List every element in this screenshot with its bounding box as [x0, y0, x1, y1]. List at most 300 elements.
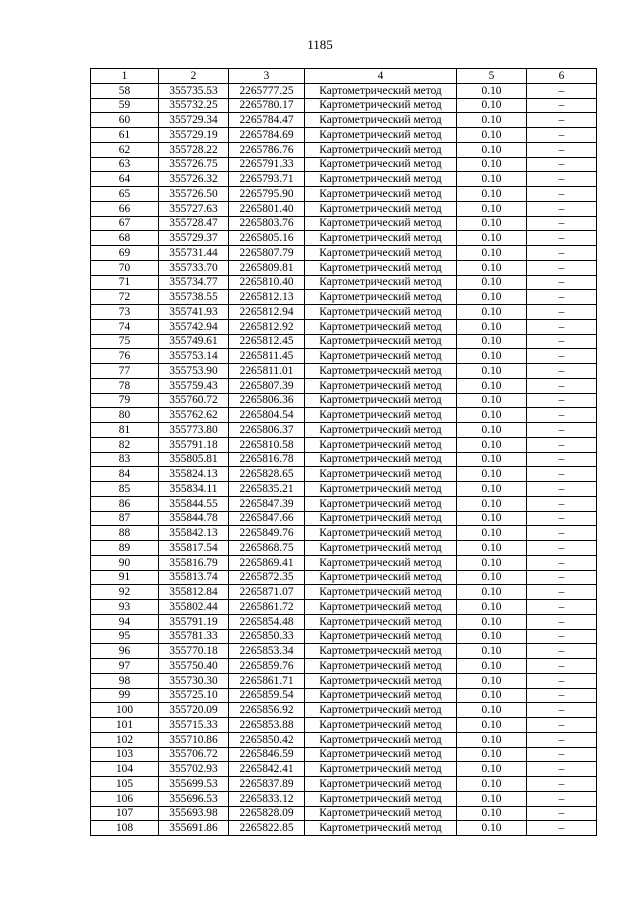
accuracy-cell: 0.10: [457, 526, 527, 541]
y-coordinate-cell: 2265811.45: [229, 349, 305, 364]
note-cell: –: [527, 644, 597, 659]
method-cell: Картометрический метод: [305, 275, 457, 290]
x-coordinate-cell: 355802.44: [159, 600, 229, 615]
note-cell: –: [527, 511, 597, 526]
x-coordinate-cell: 355693.98: [159, 806, 229, 821]
method-cell: Картометрический метод: [305, 747, 457, 762]
y-coordinate-cell: 2265801.40: [229, 201, 305, 216]
point-number-cell: 74: [91, 319, 159, 334]
point-number-cell: 104: [91, 762, 159, 777]
point-number-cell: 70: [91, 260, 159, 275]
header-cell: 4: [305, 69, 457, 84]
table-row: [91, 260, 597, 275]
accuracy-cell: 0.10: [457, 378, 527, 393]
x-coordinate-cell: 355738.55: [159, 290, 229, 305]
table-row: [91, 806, 597, 821]
point-number-cell: 65: [91, 187, 159, 202]
accuracy-cell: 0.10: [457, 201, 527, 216]
note-cell: –: [527, 246, 597, 261]
point-number-cell: 79: [91, 393, 159, 408]
accuracy-cell: 0.10: [457, 629, 527, 644]
note-cell: –: [527, 585, 597, 600]
point-number-cell: 72: [91, 290, 159, 305]
note-cell: –: [527, 673, 597, 688]
y-coordinate-cell: 2265780.17: [229, 98, 305, 113]
point-number-cell: 108: [91, 821, 159, 836]
y-coordinate-cell: 2265807.39: [229, 378, 305, 393]
y-coordinate-cell: 2265859.76: [229, 659, 305, 674]
table-row: [91, 747, 597, 762]
accuracy-cell: 0.10: [457, 659, 527, 674]
accuracy-cell: 0.10: [457, 821, 527, 836]
point-number-cell: 64: [91, 172, 159, 187]
x-coordinate-cell: 355706.72: [159, 747, 229, 762]
method-cell: Картометрический метод: [305, 496, 457, 511]
page-number: 1185: [307, 37, 333, 52]
method-cell: Картометрический метод: [305, 260, 457, 275]
point-number-cell: 100: [91, 703, 159, 718]
method-cell: Картометрический метод: [305, 452, 457, 467]
note-cell: –: [527, 334, 597, 349]
method-cell: Картометрический метод: [305, 673, 457, 688]
point-number-cell: 80: [91, 408, 159, 423]
table-row: [91, 644, 597, 659]
note-cell: –: [527, 732, 597, 747]
accuracy-cell: 0.10: [457, 334, 527, 349]
header-cell: 2: [159, 69, 229, 84]
y-coordinate-cell: 2265812.94: [229, 305, 305, 320]
x-coordinate-cell: 355817.54: [159, 541, 229, 556]
y-coordinate-cell: 2265784.69: [229, 128, 305, 143]
method-cell: Картометрический метод: [305, 142, 457, 157]
x-coordinate-cell: 355812.84: [159, 585, 229, 600]
note-cell: –: [527, 216, 597, 231]
table-row: [91, 732, 597, 747]
table-row: [91, 673, 597, 688]
point-number-cell: 87: [91, 511, 159, 526]
x-coordinate-cell: 355734.77: [159, 275, 229, 290]
x-coordinate-cell: 355844.78: [159, 511, 229, 526]
note-cell: –: [527, 629, 597, 644]
y-coordinate-cell: 2265853.34: [229, 644, 305, 659]
table-header: [91, 69, 597, 84]
point-number-cell: 63: [91, 157, 159, 172]
method-cell: Картометрический метод: [305, 541, 457, 556]
y-coordinate-cell: 2265812.13: [229, 290, 305, 305]
point-number-cell: 85: [91, 482, 159, 497]
header-cell: 6: [527, 69, 597, 84]
accuracy-cell: 0.10: [457, 157, 527, 172]
x-coordinate-cell: 355753.90: [159, 364, 229, 379]
point-number-cell: 61: [91, 128, 159, 143]
point-number-cell: 90: [91, 555, 159, 570]
method-cell: Картометрический метод: [305, 718, 457, 733]
point-number-cell: 96: [91, 644, 159, 659]
point-number-cell: 59: [91, 98, 159, 113]
point-number-cell: 88: [91, 526, 159, 541]
y-coordinate-cell: 2265828.09: [229, 806, 305, 821]
point-number-cell: 98: [91, 673, 159, 688]
method-cell: Картометрический метод: [305, 216, 457, 231]
note-cell: –: [527, 423, 597, 438]
note-cell: –: [527, 570, 597, 585]
note-cell: –: [527, 172, 597, 187]
accuracy-cell: 0.10: [457, 187, 527, 202]
method-cell: Картометрический метод: [305, 408, 457, 423]
accuracy-cell: 0.10: [457, 777, 527, 792]
point-number-cell: 73: [91, 305, 159, 320]
table-row: [91, 585, 597, 600]
header-cell: 5: [457, 69, 527, 84]
accuracy-cell: 0.10: [457, 791, 527, 806]
point-number-cell: 105: [91, 777, 159, 792]
note-cell: –: [527, 378, 597, 393]
x-coordinate-cell: 355699.53: [159, 777, 229, 792]
table-row: [91, 614, 597, 629]
y-coordinate-cell: 2265847.66: [229, 511, 305, 526]
x-coordinate-cell: 355834.11: [159, 482, 229, 497]
x-coordinate-cell: 355729.37: [159, 231, 229, 246]
y-coordinate-cell: 2265812.45: [229, 334, 305, 349]
note-cell: –: [527, 821, 597, 836]
accuracy-cell: 0.10: [457, 703, 527, 718]
y-coordinate-cell: 2265806.37: [229, 423, 305, 438]
note-cell: –: [527, 83, 597, 98]
note-cell: –: [527, 791, 597, 806]
point-number-cell: 67: [91, 216, 159, 231]
table-row: [91, 659, 597, 674]
accuracy-cell: 0.10: [457, 585, 527, 600]
header-row: [91, 69, 597, 84]
y-coordinate-cell: 2265871.07: [229, 585, 305, 600]
method-cell: Картометрический метод: [305, 231, 457, 246]
x-coordinate-cell: 355726.32: [159, 172, 229, 187]
note-cell: –: [527, 614, 597, 629]
note-cell: –: [527, 364, 597, 379]
accuracy-cell: 0.10: [457, 644, 527, 659]
note-cell: –: [527, 128, 597, 143]
method-cell: Картометрический метод: [305, 319, 457, 334]
method-cell: Картометрический метод: [305, 600, 457, 615]
method-cell: Картометрический метод: [305, 349, 457, 364]
y-coordinate-cell: 2265805.16: [229, 231, 305, 246]
y-coordinate-cell: 2265784.47: [229, 113, 305, 128]
table-row: [91, 142, 597, 157]
accuracy-cell: 0.10: [457, 260, 527, 275]
x-coordinate-cell: 355728.22: [159, 142, 229, 157]
x-coordinate-cell: 355727.63: [159, 201, 229, 216]
note-cell: –: [527, 718, 597, 733]
table-row: [91, 688, 597, 703]
accuracy-cell: 0.10: [457, 732, 527, 747]
note-cell: –: [527, 541, 597, 556]
y-coordinate-cell: 2265856.92: [229, 703, 305, 718]
table-row: [91, 290, 597, 305]
point-number-cell: 82: [91, 437, 159, 452]
note-cell: –: [527, 437, 597, 452]
x-coordinate-cell: 355735.53: [159, 83, 229, 98]
note-cell: –: [527, 600, 597, 615]
header-cell: 3: [229, 69, 305, 84]
method-cell: Картометрический метод: [305, 482, 457, 497]
x-coordinate-cell: 355731.44: [159, 246, 229, 261]
y-coordinate-cell: 2265810.58: [229, 437, 305, 452]
table-row: [91, 364, 597, 379]
x-coordinate-cell: 355696.53: [159, 791, 229, 806]
accuracy-cell: 0.10: [457, 393, 527, 408]
table-row: [91, 319, 597, 334]
point-number-cell: 97: [91, 659, 159, 674]
method-cell: Картометрический метод: [305, 305, 457, 320]
note-cell: –: [527, 659, 597, 674]
x-coordinate-cell: 355750.40: [159, 659, 229, 674]
accuracy-cell: 0.10: [457, 688, 527, 703]
note-cell: –: [527, 688, 597, 703]
y-coordinate-cell: 2265850.33: [229, 629, 305, 644]
method-cell: Картометрический метод: [305, 423, 457, 438]
point-number-cell: 66: [91, 201, 159, 216]
y-coordinate-cell: 2265847.39: [229, 496, 305, 511]
method-cell: Картометрический метод: [305, 157, 457, 172]
y-coordinate-cell: 2265791.33: [229, 157, 305, 172]
table-row: [91, 408, 597, 423]
note-cell: –: [527, 98, 597, 113]
point-number-cell: 78: [91, 378, 159, 393]
method-cell: Картометрический метод: [305, 732, 457, 747]
x-coordinate-cell: 355691.86: [159, 821, 229, 836]
accuracy-cell: 0.10: [457, 408, 527, 423]
accuracy-cell: 0.10: [457, 349, 527, 364]
table-row: [91, 496, 597, 511]
method-cell: Картометрический метод: [305, 334, 457, 349]
table-row: [91, 703, 597, 718]
method-cell: Картометрический метод: [305, 806, 457, 821]
point-number-cell: 76: [91, 349, 159, 364]
y-coordinate-cell: 2265816.78: [229, 452, 305, 467]
y-coordinate-cell: 2265822.85: [229, 821, 305, 836]
table-row: [91, 437, 597, 452]
accuracy-cell: 0.10: [457, 83, 527, 98]
note-cell: –: [527, 157, 597, 172]
method-cell: Картометрический метод: [305, 629, 457, 644]
accuracy-cell: 0.10: [457, 290, 527, 305]
point-number-cell: 99: [91, 688, 159, 703]
method-cell: Картометрический метод: [305, 364, 457, 379]
x-coordinate-cell: 355702.93: [159, 762, 229, 777]
note-cell: –: [527, 482, 597, 497]
x-coordinate-cell: 355726.50: [159, 187, 229, 202]
table-row: [91, 231, 597, 246]
table-row: [91, 393, 597, 408]
x-coordinate-cell: 355729.19: [159, 128, 229, 143]
table-row: [91, 113, 597, 128]
y-coordinate-cell: 2265812.92: [229, 319, 305, 334]
x-coordinate-cell: 355816.79: [159, 555, 229, 570]
table-row: [91, 555, 597, 570]
table-row: [91, 128, 597, 143]
accuracy-cell: 0.10: [457, 246, 527, 261]
x-coordinate-cell: 355710.86: [159, 732, 229, 747]
note-cell: –: [527, 496, 597, 511]
method-cell: Картометрический метод: [305, 98, 457, 113]
point-number-cell: 95: [91, 629, 159, 644]
y-coordinate-cell: 2265786.76: [229, 142, 305, 157]
y-coordinate-cell: 2265861.71: [229, 673, 305, 688]
point-number-cell: 102: [91, 732, 159, 747]
point-number-cell: 75: [91, 334, 159, 349]
method-cell: Картометрический метод: [305, 777, 457, 792]
method-cell: Картометрический метод: [305, 172, 457, 187]
method-cell: Картометрический метод: [305, 437, 457, 452]
x-coordinate-cell: 355805.81: [159, 452, 229, 467]
note-cell: –: [527, 275, 597, 290]
point-number-cell: 92: [91, 585, 159, 600]
note-cell: –: [527, 408, 597, 423]
header-cell: 1: [91, 69, 159, 84]
accuracy-cell: 0.10: [457, 113, 527, 128]
accuracy-cell: 0.10: [457, 600, 527, 615]
method-cell: Картометрический метод: [305, 511, 457, 526]
x-coordinate-cell: 355813.74: [159, 570, 229, 585]
method-cell: Картометрический метод: [305, 570, 457, 585]
table-row: [91, 305, 597, 320]
y-coordinate-cell: 2265811.01: [229, 364, 305, 379]
accuracy-cell: 0.10: [457, 423, 527, 438]
y-coordinate-cell: 2265853.88: [229, 718, 305, 733]
x-coordinate-cell: 355762.62: [159, 408, 229, 423]
accuracy-cell: 0.10: [457, 482, 527, 497]
table-row: [91, 570, 597, 585]
table-row: [91, 157, 597, 172]
method-cell: Картометрический метод: [305, 246, 457, 261]
x-coordinate-cell: 355824.13: [159, 467, 229, 482]
table-row: [91, 275, 597, 290]
note-cell: –: [527, 777, 597, 792]
accuracy-cell: 0.10: [457, 570, 527, 585]
method-cell: Картометрический метод: [305, 187, 457, 202]
method-cell: Картометрический метод: [305, 614, 457, 629]
y-coordinate-cell: 2265837.89: [229, 777, 305, 792]
y-coordinate-cell: 2265842.41: [229, 762, 305, 777]
method-cell: Картометрический метод: [305, 83, 457, 98]
x-coordinate-cell: 355749.61: [159, 334, 229, 349]
point-number-cell: 77: [91, 364, 159, 379]
y-coordinate-cell: 2265869.41: [229, 555, 305, 570]
accuracy-cell: 0.10: [457, 673, 527, 688]
accuracy-cell: 0.10: [457, 467, 527, 482]
table-row: [91, 600, 597, 615]
x-coordinate-cell: 355760.72: [159, 393, 229, 408]
point-number-cell: 60: [91, 113, 159, 128]
x-coordinate-cell: 355730.30: [159, 673, 229, 688]
table-row: [91, 467, 597, 482]
note-cell: –: [527, 231, 597, 246]
table-row: [91, 541, 597, 556]
point-number-cell: 69: [91, 246, 159, 261]
x-coordinate-cell: 355844.55: [159, 496, 229, 511]
x-coordinate-cell: 355791.19: [159, 614, 229, 629]
note-cell: –: [527, 467, 597, 482]
note-cell: –: [527, 806, 597, 821]
x-coordinate-cell: 355791.18: [159, 437, 229, 452]
method-cell: Картометрический метод: [305, 555, 457, 570]
table-row: [91, 526, 597, 541]
table-row: [91, 378, 597, 393]
table-body: [91, 83, 597, 835]
method-cell: Картометрический метод: [305, 290, 457, 305]
accuracy-cell: 0.10: [457, 216, 527, 231]
table-row: [91, 482, 597, 497]
table-row: [91, 172, 597, 187]
note-cell: –: [527, 319, 597, 334]
x-coordinate-cell: 355715.33: [159, 718, 229, 733]
method-cell: Картометрический метод: [305, 128, 457, 143]
accuracy-cell: 0.10: [457, 128, 527, 143]
point-number-cell: 103: [91, 747, 159, 762]
table-row: [91, 83, 597, 98]
table-row: [91, 216, 597, 231]
accuracy-cell: 0.10: [457, 555, 527, 570]
accuracy-cell: 0.10: [457, 231, 527, 246]
x-coordinate-cell: 355726.75: [159, 157, 229, 172]
x-coordinate-cell: 355773.80: [159, 423, 229, 438]
table-row: [91, 201, 597, 216]
y-coordinate-cell: 2265810.40: [229, 275, 305, 290]
y-coordinate-cell: 2265859.54: [229, 688, 305, 703]
y-coordinate-cell: 2265850.42: [229, 732, 305, 747]
note-cell: –: [527, 290, 597, 305]
note-cell: –: [527, 747, 597, 762]
accuracy-cell: 0.10: [457, 511, 527, 526]
y-coordinate-cell: 2265868.75: [229, 541, 305, 556]
accuracy-cell: 0.10: [457, 142, 527, 157]
x-coordinate-cell: 355770.18: [159, 644, 229, 659]
table-row: [91, 791, 597, 806]
x-coordinate-cell: 355781.33: [159, 629, 229, 644]
accuracy-cell: 0.10: [457, 275, 527, 290]
y-coordinate-cell: 2265804.54: [229, 408, 305, 423]
note-cell: –: [527, 393, 597, 408]
note-cell: –: [527, 555, 597, 570]
accuracy-cell: 0.10: [457, 364, 527, 379]
y-coordinate-cell: 2265854.48: [229, 614, 305, 629]
point-number-cell: 93: [91, 600, 159, 615]
note-cell: –: [527, 526, 597, 541]
accuracy-cell: 0.10: [457, 98, 527, 113]
method-cell: Картометрический метод: [305, 659, 457, 674]
y-coordinate-cell: 2265861.72: [229, 600, 305, 615]
x-coordinate-cell: 355741.93: [159, 305, 229, 320]
table-row: [91, 762, 597, 777]
table-row: [91, 511, 597, 526]
table-row: [91, 187, 597, 202]
method-cell: Картометрический метод: [305, 791, 457, 806]
x-coordinate-cell: 355759.43: [159, 378, 229, 393]
y-coordinate-cell: 2265833.12: [229, 791, 305, 806]
method-cell: Картометрический метод: [305, 644, 457, 659]
point-number-cell: 86: [91, 496, 159, 511]
method-cell: Картометрический метод: [305, 821, 457, 836]
note-cell: –: [527, 201, 597, 216]
y-coordinate-cell: 2265849.76: [229, 526, 305, 541]
y-coordinate-cell: 2265793.71: [229, 172, 305, 187]
point-number-cell: 107: [91, 806, 159, 821]
point-number-cell: 68: [91, 231, 159, 246]
method-cell: Картометрический метод: [305, 467, 457, 482]
method-cell: Картометрический метод: [305, 762, 457, 777]
point-number-cell: 89: [91, 541, 159, 556]
y-coordinate-cell: 2265828.65: [229, 467, 305, 482]
